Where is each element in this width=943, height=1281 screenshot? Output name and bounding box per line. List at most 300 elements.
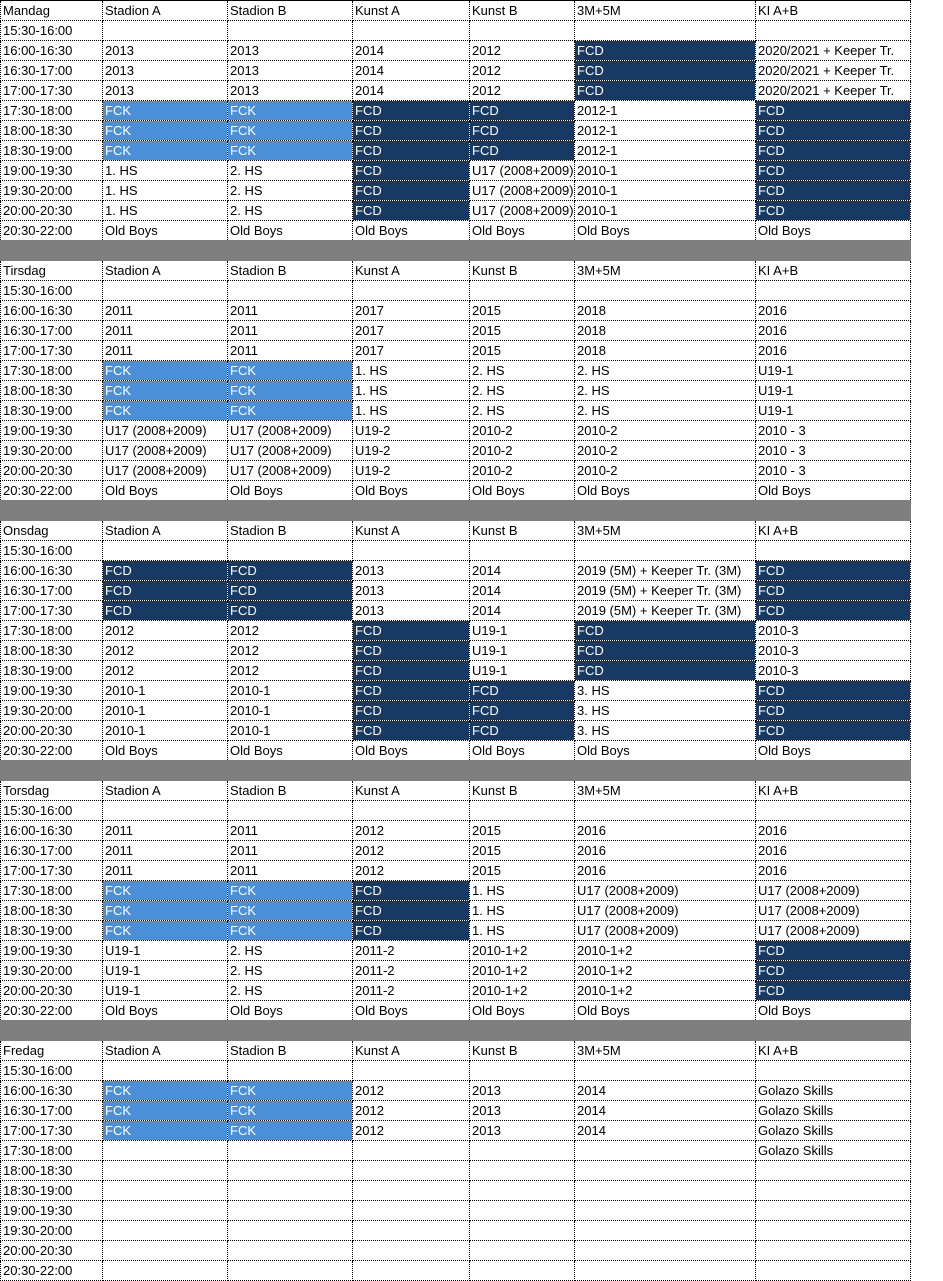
venue-header[interactable]: Stadion B xyxy=(228,781,353,801)
booking-cell[interactable] xyxy=(103,1241,228,1261)
booking-cell[interactable]: 2012-1 xyxy=(575,101,756,121)
booking-cell[interactable] xyxy=(353,21,470,41)
booking-cell[interactable] xyxy=(228,1241,353,1261)
booking-cell[interactable]: 2014 xyxy=(353,61,470,81)
day-label[interactable]: Torsdag xyxy=(1,781,103,801)
booking-cell[interactable]: 2. HS xyxy=(470,361,575,381)
booking-cell[interactable] xyxy=(103,281,228,301)
booking-cell[interactable]: 2. HS xyxy=(228,941,353,961)
booking-cell[interactable]: FCD xyxy=(756,941,911,961)
booking-cell[interactable] xyxy=(228,1181,353,1201)
booking-cell[interactable]: 2010-1 xyxy=(228,701,353,721)
booking-cell[interactable]: 2. HS xyxy=(228,161,353,181)
booking-cell[interactable]: FCD xyxy=(353,161,470,181)
booking-cell[interactable]: Old Boys xyxy=(470,221,575,241)
booking-cell[interactable] xyxy=(353,1061,470,1081)
time-slot-cell[interactable]: 16:00-16:30 xyxy=(1,41,103,61)
booking-cell[interactable]: Old Boys xyxy=(470,1001,575,1021)
booking-cell[interactable]: FCD xyxy=(228,601,353,621)
time-slot-cell[interactable]: 18:00-18:30 xyxy=(1,1161,103,1181)
venue-header[interactable]: Kunst B xyxy=(470,781,575,801)
booking-cell[interactable]: FCK xyxy=(228,361,353,381)
booking-cell[interactable] xyxy=(756,1061,911,1081)
time-slot-cell[interactable]: 16:30-17:00 xyxy=(1,581,103,601)
booking-cell[interactable] xyxy=(470,1141,575,1161)
booking-cell[interactable]: 2. HS xyxy=(470,401,575,421)
booking-cell[interactable]: FCD xyxy=(470,681,575,701)
booking-cell[interactable]: 2012 xyxy=(353,841,470,861)
booking-cell[interactable]: 1. HS xyxy=(353,381,470,401)
booking-cell[interactable]: 2012 xyxy=(353,1101,470,1121)
booking-cell[interactable]: 2. HS xyxy=(575,361,756,381)
booking-cell[interactable]: FCD xyxy=(756,961,911,981)
booking-cell[interactable]: 2012 xyxy=(353,1081,470,1101)
booking-cell[interactable]: 2019 (5M) + Keeper Tr. (3M) xyxy=(575,601,756,621)
venue-header[interactable]: 3M+5M xyxy=(575,1041,756,1061)
time-slot-cell[interactable]: 20:30-22:00 xyxy=(1,221,103,241)
booking-cell[interactable] xyxy=(470,1221,575,1241)
venue-header[interactable]: 3M+5M xyxy=(575,781,756,801)
booking-cell[interactable]: U17 (2008+2009) xyxy=(470,181,575,201)
booking-cell[interactable]: 2010-1+2 xyxy=(470,941,575,961)
venue-header[interactable]: Kunst A xyxy=(353,1,470,21)
booking-cell[interactable]: U17 (2008+2009) xyxy=(575,901,756,921)
booking-cell[interactable]: FCD xyxy=(353,721,470,741)
booking-cell[interactable]: 2018 xyxy=(575,321,756,341)
booking-cell[interactable] xyxy=(103,1201,228,1221)
booking-cell[interactable]: FCD xyxy=(353,901,470,921)
booking-cell[interactable] xyxy=(353,801,470,821)
booking-cell[interactable]: 2. HS xyxy=(228,961,353,981)
venue-header[interactable]: Stadion B xyxy=(228,261,353,281)
booking-cell[interactable]: 2. HS xyxy=(228,981,353,1001)
booking-cell[interactable]: FCD xyxy=(575,661,756,681)
time-slot-cell[interactable]: 16:30-17:00 xyxy=(1,321,103,341)
booking-cell[interactable] xyxy=(228,281,353,301)
booking-cell[interactable] xyxy=(103,1141,228,1161)
booking-cell[interactable]: 2010-1 xyxy=(575,201,756,221)
venue-header[interactable]: Kunst A xyxy=(353,781,470,801)
booking-cell[interactable]: FCD xyxy=(470,101,575,121)
booking-cell[interactable]: FCK xyxy=(103,1121,228,1141)
booking-cell[interactable]: U17 (2008+2009) xyxy=(756,921,911,941)
booking-cell[interactable]: FCD xyxy=(756,701,911,721)
booking-cell[interactable]: FCD xyxy=(575,81,756,101)
time-slot-cell[interactable]: 16:30-17:00 xyxy=(1,841,103,861)
booking-cell[interactable]: 2013 xyxy=(228,61,353,81)
booking-cell[interactable] xyxy=(756,801,911,821)
booking-cell[interactable]: 2015 xyxy=(470,821,575,841)
time-slot-cell[interactable]: 19:30-20:00 xyxy=(1,701,103,721)
booking-cell[interactable] xyxy=(470,1181,575,1201)
booking-cell[interactable]: Old Boys xyxy=(470,741,575,761)
booking-cell[interactable]: 2013 xyxy=(470,1081,575,1101)
booking-cell[interactable] xyxy=(353,1221,470,1241)
day-label[interactable]: Onsdag xyxy=(1,521,103,541)
booking-cell[interactable]: 2010-1 xyxy=(228,681,353,701)
booking-cell[interactable]: 2011 xyxy=(228,301,353,321)
booking-cell[interactable]: Old Boys xyxy=(103,1001,228,1021)
booking-cell[interactable]: FCD xyxy=(756,981,911,1001)
booking-cell[interactable]: 2011 xyxy=(228,321,353,341)
booking-cell[interactable]: 3. HS xyxy=(575,701,756,721)
booking-cell[interactable] xyxy=(103,1221,228,1241)
booking-cell[interactable] xyxy=(353,1161,470,1181)
booking-cell[interactable]: 2010-3 xyxy=(756,641,911,661)
time-slot-cell[interactable]: 17:00-17:30 xyxy=(1,601,103,621)
venue-header[interactable]: Kunst B xyxy=(470,1,575,21)
time-slot-cell[interactable]: 16:00-16:30 xyxy=(1,561,103,581)
time-slot-cell[interactable]: 16:30-17:00 xyxy=(1,1101,103,1121)
time-slot-cell[interactable]: 16:00-16:30 xyxy=(1,301,103,321)
booking-cell[interactable]: Old Boys xyxy=(575,1001,756,1021)
booking-cell[interactable]: FCK xyxy=(103,1081,228,1101)
booking-cell[interactable]: 2010-1+2 xyxy=(575,961,756,981)
time-slot-cell[interactable]: 20:30-22:00 xyxy=(1,1261,103,1281)
booking-cell[interactable]: 2012 xyxy=(228,661,353,681)
booking-cell[interactable]: 2010-1 xyxy=(575,181,756,201)
booking-cell[interactable] xyxy=(228,541,353,561)
time-slot-cell[interactable]: 17:30-18:00 xyxy=(1,881,103,901)
time-slot-cell[interactable]: 18:00-18:30 xyxy=(1,641,103,661)
booking-cell[interactable] xyxy=(470,801,575,821)
booking-cell[interactable]: 2016 xyxy=(756,861,911,881)
booking-cell[interactable]: Old Boys xyxy=(228,1001,353,1021)
time-slot-cell[interactable]: 18:00-18:30 xyxy=(1,901,103,921)
time-slot-cell[interactable]: 17:30-18:00 xyxy=(1,621,103,641)
booking-cell[interactable]: 2010-1 xyxy=(103,681,228,701)
booking-cell[interactable]: 1. HS xyxy=(353,361,470,381)
booking-cell[interactable]: FCK xyxy=(228,121,353,141)
booking-cell[interactable]: U19-1 xyxy=(756,401,911,421)
booking-cell[interactable]: U19-1 xyxy=(470,641,575,661)
booking-cell[interactable] xyxy=(575,1181,756,1201)
time-slot-cell[interactable]: 19:30-20:00 xyxy=(1,1221,103,1241)
booking-cell[interactable]: U19-1 xyxy=(103,981,228,1001)
booking-cell[interactable] xyxy=(575,281,756,301)
booking-cell[interactable]: 3. HS xyxy=(575,681,756,701)
time-slot-cell[interactable]: 15:30-16:00 xyxy=(1,281,103,301)
booking-cell[interactable]: 2016 xyxy=(756,321,911,341)
time-slot-cell[interactable]: 20:00-20:30 xyxy=(1,201,103,221)
booking-cell[interactable]: 2. HS xyxy=(228,181,353,201)
booking-cell[interactable]: 2013 xyxy=(228,41,353,61)
booking-cell[interactable]: Old Boys xyxy=(470,481,575,501)
time-slot-cell[interactable]: 16:00-16:30 xyxy=(1,821,103,841)
booking-cell[interactable]: Golazo Skills xyxy=(756,1081,911,1101)
time-slot-cell[interactable]: 20:00-20:30 xyxy=(1,981,103,1001)
time-slot-cell[interactable]: 17:00-17:30 xyxy=(1,341,103,361)
booking-cell[interactable]: FCD xyxy=(575,621,756,641)
booking-cell[interactable]: FCD xyxy=(353,661,470,681)
booking-cell[interactable] xyxy=(103,801,228,821)
booking-cell[interactable]: FCD xyxy=(575,641,756,661)
booking-cell[interactable]: 2010 - 3 xyxy=(756,461,911,481)
booking-cell[interactable]: Golazo Skills xyxy=(756,1101,911,1121)
time-slot-cell[interactable]: 17:30-18:00 xyxy=(1,101,103,121)
booking-cell[interactable] xyxy=(756,1241,911,1261)
venue-header[interactable]: Stadion B xyxy=(228,521,353,541)
booking-cell[interactable]: FCD xyxy=(103,581,228,601)
booking-cell[interactable]: 2014 xyxy=(470,581,575,601)
venue-header[interactable]: KI A+B xyxy=(756,781,911,801)
booking-cell[interactable]: 2011 xyxy=(103,861,228,881)
booking-cell[interactable]: 2010 - 3 xyxy=(756,421,911,441)
booking-cell[interactable]: 2013 xyxy=(103,81,228,101)
booking-cell[interactable]: 2010-3 xyxy=(756,661,911,681)
booking-cell[interactable]: Old Boys xyxy=(353,481,470,501)
booking-cell[interactable]: Old Boys xyxy=(103,481,228,501)
booking-cell[interactable]: FCK xyxy=(103,1101,228,1121)
booking-cell[interactable] xyxy=(228,1141,353,1161)
time-slot-cell[interactable]: 15:30-16:00 xyxy=(1,801,103,821)
booking-cell[interactable]: 2014 xyxy=(575,1081,756,1101)
venue-header[interactable]: Stadion A xyxy=(103,781,228,801)
booking-cell[interactable]: 2016 xyxy=(575,861,756,881)
time-slot-cell[interactable]: 19:30-20:00 xyxy=(1,441,103,461)
booking-cell[interactable]: FCD xyxy=(353,701,470,721)
booking-cell[interactable]: FCD xyxy=(470,141,575,161)
time-slot-cell[interactable]: 18:30-19:00 xyxy=(1,661,103,681)
time-slot-cell[interactable]: 16:30-17:00 xyxy=(1,61,103,81)
booking-cell[interactable]: 2011 xyxy=(103,341,228,361)
booking-cell[interactable]: 2010-2 xyxy=(575,441,756,461)
booking-cell[interactable]: FCD xyxy=(756,721,911,741)
booking-cell[interactable]: 2015 xyxy=(470,301,575,321)
booking-cell[interactable]: 2016 xyxy=(575,841,756,861)
booking-cell[interactable]: Old Boys xyxy=(228,741,353,761)
booking-cell[interactable]: Old Boys xyxy=(228,481,353,501)
booking-cell[interactable]: FCD xyxy=(470,721,575,741)
day-label[interactable]: Fredag xyxy=(1,1041,103,1061)
booking-cell[interactable]: U17 (2008+2009) xyxy=(103,441,228,461)
venue-header[interactable]: KI A+B xyxy=(756,521,911,541)
booking-cell[interactable] xyxy=(470,281,575,301)
booking-cell[interactable] xyxy=(470,1201,575,1221)
venue-header[interactable]: Stadion A xyxy=(103,1041,228,1061)
venue-header[interactable]: KI A+B xyxy=(756,261,911,281)
booking-cell[interactable]: 2010-2 xyxy=(470,441,575,461)
booking-cell[interactable]: Old Boys xyxy=(575,481,756,501)
booking-cell[interactable]: 2014 xyxy=(470,601,575,621)
booking-cell[interactable]: U19-1 xyxy=(470,661,575,681)
booking-cell[interactable] xyxy=(228,1201,353,1221)
booking-cell[interactable]: 2016 xyxy=(756,841,911,861)
booking-cell[interactable]: Old Boys xyxy=(575,221,756,241)
booking-cell[interactable]: 2015 xyxy=(470,341,575,361)
booking-cell[interactable]: 2019 (5M) + Keeper Tr. (3M) xyxy=(575,581,756,601)
venue-header[interactable]: Kunst A xyxy=(353,1041,470,1061)
booking-cell[interactable]: U19-2 xyxy=(353,421,470,441)
booking-cell[interactable]: Old Boys xyxy=(228,221,353,241)
booking-cell[interactable]: FCD xyxy=(756,121,911,141)
booking-cell[interactable]: FCD xyxy=(353,641,470,661)
booking-cell[interactable]: 2011 xyxy=(228,861,353,881)
booking-cell[interactable]: U17 (2008+2009) xyxy=(575,881,756,901)
booking-cell[interactable] xyxy=(228,1061,353,1081)
time-slot-cell[interactable]: 18:30-19:00 xyxy=(1,401,103,421)
booking-cell[interactable]: FCD xyxy=(575,41,756,61)
booking-cell[interactable]: FCK xyxy=(103,881,228,901)
booking-cell[interactable]: U19-1 xyxy=(756,361,911,381)
booking-cell[interactable] xyxy=(575,21,756,41)
booking-cell[interactable]: 2010-1 xyxy=(103,721,228,741)
booking-cell[interactable]: FCD xyxy=(575,61,756,81)
booking-cell[interactable]: U19-1 xyxy=(756,381,911,401)
booking-cell[interactable]: FCD xyxy=(228,561,353,581)
booking-cell[interactable]: FCD xyxy=(353,621,470,641)
booking-cell[interactable]: FCD xyxy=(353,681,470,701)
booking-cell[interactable]: FCK xyxy=(103,401,228,421)
booking-cell[interactable]: 1. HS xyxy=(103,201,228,221)
booking-cell[interactable] xyxy=(353,1201,470,1221)
booking-cell[interactable]: FCK xyxy=(228,141,353,161)
booking-cell[interactable]: U19-2 xyxy=(353,461,470,481)
booking-cell[interactable]: U17 (2008+2009) xyxy=(228,421,353,441)
venue-header[interactable]: Stadion B xyxy=(228,1041,353,1061)
booking-cell[interactable]: 2010-1+2 xyxy=(575,941,756,961)
booking-cell[interactable]: Old Boys xyxy=(575,741,756,761)
booking-cell[interactable]: FCK xyxy=(228,101,353,121)
booking-cell[interactable]: FCD xyxy=(353,101,470,121)
booking-cell[interactable]: 1. HS xyxy=(470,901,575,921)
booking-cell[interactable]: 2012 xyxy=(470,41,575,61)
booking-cell[interactable] xyxy=(470,1261,575,1281)
booking-cell[interactable]: 2016 xyxy=(575,821,756,841)
booking-cell[interactable]: FCD xyxy=(353,201,470,221)
booking-cell[interactable]: Old Boys xyxy=(756,221,911,241)
venue-header[interactable]: Stadion A xyxy=(103,521,228,541)
booking-cell[interactable]: 3. HS xyxy=(575,721,756,741)
booking-cell[interactable]: 2012 xyxy=(103,641,228,661)
booking-cell[interactable]: Old Boys xyxy=(756,1001,911,1021)
booking-cell[interactable]: U19-1 xyxy=(103,941,228,961)
booking-cell[interactable]: 1. HS xyxy=(470,921,575,941)
booking-cell[interactable]: 2016 xyxy=(756,341,911,361)
booking-cell[interactable] xyxy=(756,1261,911,1281)
booking-cell[interactable]: 1. HS xyxy=(103,161,228,181)
booking-cell[interactable] xyxy=(228,1221,353,1241)
booking-cell[interactable]: 2. HS xyxy=(470,381,575,401)
booking-cell[interactable]: 2011 xyxy=(228,821,353,841)
time-slot-cell[interactable]: 20:30-22:00 xyxy=(1,741,103,761)
booking-cell[interactable]: U19-1 xyxy=(470,621,575,641)
venue-header[interactable]: Kunst A xyxy=(353,261,470,281)
booking-cell[interactable]: FCD xyxy=(470,121,575,141)
time-slot-cell[interactable]: 16:00-16:30 xyxy=(1,1081,103,1101)
booking-cell[interactable] xyxy=(103,1161,228,1181)
booking-cell[interactable]: 2012 xyxy=(103,661,228,681)
booking-cell[interactable]: 2011 xyxy=(103,821,228,841)
booking-cell[interactable]: 2010-1+2 xyxy=(470,961,575,981)
booking-cell[interactable] xyxy=(103,21,228,41)
booking-cell[interactable] xyxy=(470,1061,575,1081)
booking-cell[interactable]: 2011 xyxy=(228,341,353,361)
booking-cell[interactable] xyxy=(228,1261,353,1281)
booking-cell[interactable] xyxy=(756,1161,911,1181)
booking-cell[interactable]: Old Boys xyxy=(756,741,911,761)
time-slot-cell[interactable]: 18:00-18:30 xyxy=(1,381,103,401)
time-slot-cell[interactable]: 19:00-19:30 xyxy=(1,421,103,441)
time-slot-cell[interactable]: 19:30-20:00 xyxy=(1,961,103,981)
booking-cell[interactable]: FCD xyxy=(228,581,353,601)
booking-cell[interactable]: FCK xyxy=(228,401,353,421)
booking-cell[interactable] xyxy=(756,281,911,301)
time-slot-cell[interactable]: 20:00-20:30 xyxy=(1,721,103,741)
booking-cell[interactable] xyxy=(228,21,353,41)
booking-cell[interactable]: Old Boys xyxy=(103,221,228,241)
booking-cell[interactable] xyxy=(353,1261,470,1281)
booking-cell[interactable]: Old Boys xyxy=(353,221,470,241)
booking-cell[interactable]: 2015 xyxy=(470,321,575,341)
booking-cell[interactable]: 2012 xyxy=(103,621,228,641)
booking-cell[interactable]: 2011 xyxy=(228,841,353,861)
booking-cell[interactable]: 2011 xyxy=(103,321,228,341)
venue-header[interactable]: Stadion A xyxy=(103,261,228,281)
booking-cell[interactable]: FCD xyxy=(353,121,470,141)
booking-cell[interactable] xyxy=(353,1181,470,1201)
booking-cell[interactable]: 2013 xyxy=(470,1121,575,1141)
booking-cell[interactable]: 2014 xyxy=(470,561,575,581)
booking-cell[interactable]: 2010-2 xyxy=(470,421,575,441)
booking-cell[interactable]: 2013 xyxy=(353,561,470,581)
booking-cell[interactable]: FCD xyxy=(756,161,911,181)
booking-cell[interactable]: 2. HS xyxy=(575,381,756,401)
booking-cell[interactable]: U17 (2008+2009) xyxy=(103,421,228,441)
venue-header[interactable]: KI A+B xyxy=(756,1,911,21)
booking-cell[interactable]: FCD xyxy=(756,141,911,161)
booking-cell[interactable]: U19-2 xyxy=(353,441,470,461)
time-slot-cell[interactable]: 20:00-20:30 xyxy=(1,1241,103,1261)
booking-cell[interactable]: FCK xyxy=(228,901,353,921)
time-slot-cell[interactable]: 15:30-16:00 xyxy=(1,1061,103,1081)
booking-cell[interactable]: 2016 xyxy=(756,821,911,841)
booking-cell[interactable]: 2011-2 xyxy=(353,961,470,981)
booking-cell[interactable]: 2013 xyxy=(103,61,228,81)
booking-cell[interactable]: 2012 xyxy=(470,81,575,101)
booking-cell[interactable]: Old Boys xyxy=(353,1001,470,1021)
booking-cell[interactable]: Old Boys xyxy=(103,741,228,761)
time-slot-cell[interactable]: 18:00-18:30 xyxy=(1,121,103,141)
booking-cell[interactable] xyxy=(228,801,353,821)
time-slot-cell[interactable]: 18:30-19:00 xyxy=(1,1181,103,1201)
booking-cell[interactable]: FCD xyxy=(353,141,470,161)
booking-cell[interactable]: 2019 (5M) + Keeper Tr. (3M) xyxy=(575,561,756,581)
booking-cell[interactable] xyxy=(575,1161,756,1181)
booking-cell[interactable]: U17 (2008+2009) xyxy=(756,881,911,901)
booking-cell[interactable]: 2. HS xyxy=(575,401,756,421)
booking-cell[interactable]: FCK xyxy=(228,921,353,941)
booking-cell[interactable]: U17 (2008+2009) xyxy=(228,441,353,461)
booking-cell[interactable] xyxy=(575,801,756,821)
booking-cell[interactable]: FCD xyxy=(103,561,228,581)
booking-cell[interactable]: FCK xyxy=(228,1101,353,1121)
booking-cell[interactable] xyxy=(756,541,911,561)
booking-cell[interactable]: Old Boys xyxy=(353,741,470,761)
booking-cell[interactable]: FCK xyxy=(103,141,228,161)
booking-cell[interactable]: FCD xyxy=(353,181,470,201)
venue-header[interactable]: 3M+5M xyxy=(575,261,756,281)
time-slot-cell[interactable]: 19:00-19:30 xyxy=(1,1201,103,1221)
venue-header[interactable]: Kunst B xyxy=(470,521,575,541)
booking-cell[interactable]: FCK xyxy=(228,1121,353,1141)
booking-cell[interactable]: FCK xyxy=(228,381,353,401)
booking-cell[interactable] xyxy=(470,1241,575,1261)
booking-cell[interactable]: 2010-1+2 xyxy=(575,981,756,1001)
booking-cell[interactable]: Old Boys xyxy=(756,481,911,501)
booking-cell[interactable]: 2010-2 xyxy=(575,461,756,481)
booking-cell[interactable]: 2013 xyxy=(470,1101,575,1121)
